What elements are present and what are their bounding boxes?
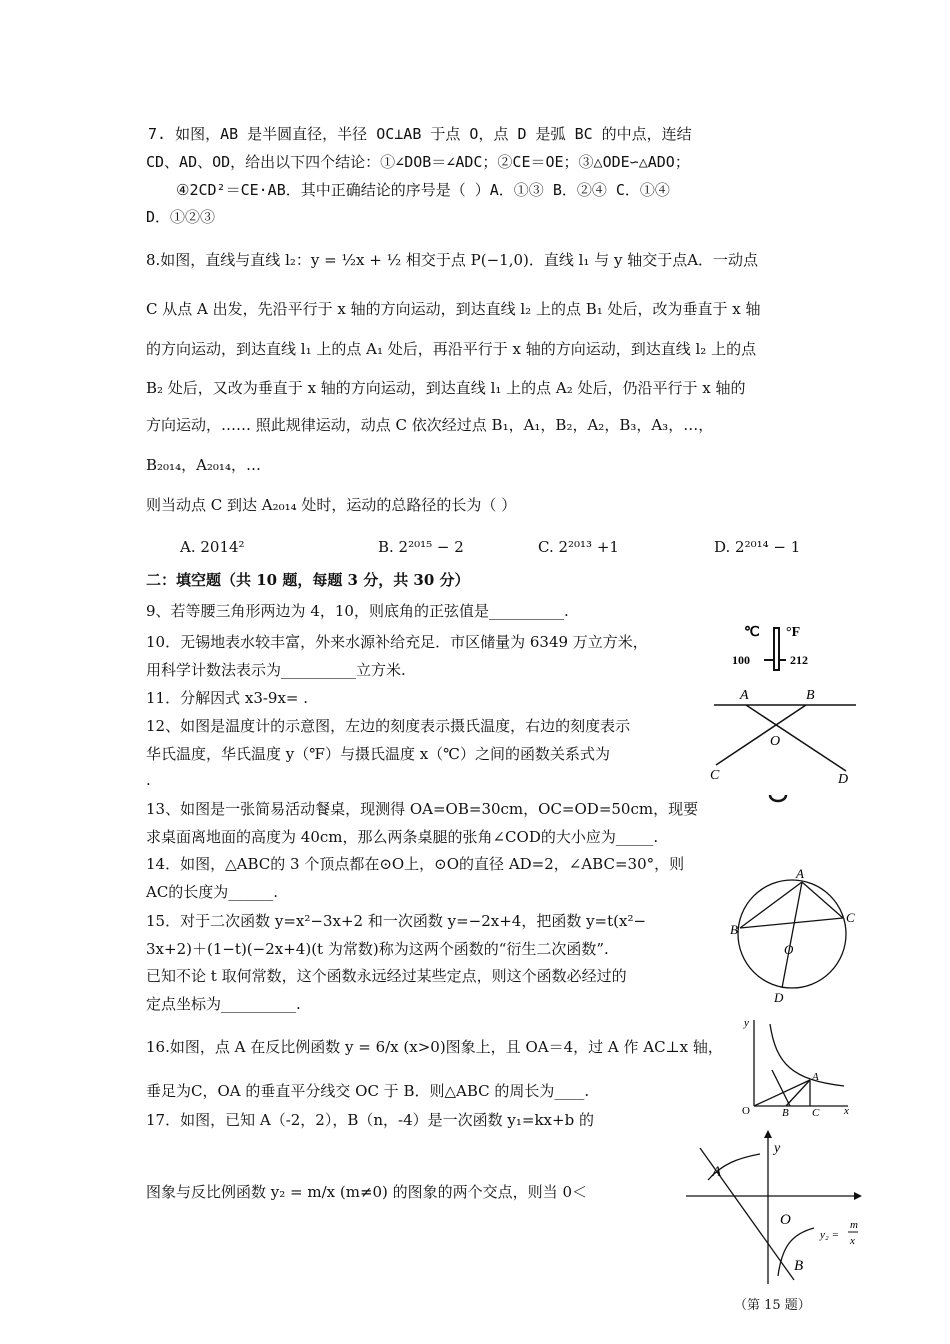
q15-line4: 定点坐标为__________.: [146, 995, 301, 1013]
q7-line2: CD、AD、OD，给出以下四个结论：①∠DOB＝∠ADC；②CE＝OE；③△ODE∽△ADO；: [146, 153, 690, 171]
celsius-label: ℃: [744, 625, 760, 640]
fahrenheit-value: 212: [790, 653, 808, 667]
table-label-a: A: [740, 688, 749, 703]
figure-caption: （第 15 题）: [734, 1298, 811, 1313]
q8-option-c: C. 2²⁰¹³ +1: [538, 538, 619, 556]
q17-label-m: m: [850, 1219, 858, 1231]
q17-label-y: y: [774, 1141, 781, 1156]
table-figure: [706, 683, 866, 813]
q17-line2: 图象与反比例函数 y₂ = m/x (m≠0) 的图象的两个交点，则当 0＜: [146, 1183, 587, 1201]
q13-line1: 13、如图是一张简易活动餐桌，现测得 OA=OB=30cm，OC=OD=50cm，现要: [146, 800, 699, 818]
hyper-label-c: C: [812, 1107, 820, 1118]
circle-label-o: O: [784, 942, 794, 957]
q8-line1: 8.如图，直线与直线 l₂：y = ½x + ½ 相交于点 P(−1,0)．直线 l₁ 与 y 轴交于点A．一动点: [146, 251, 759, 269]
q17-line1: 17．如图，已知 A（-2，2），B（n，-4）是一次函数 y₁=kx+b 的: [146, 1111, 594, 1129]
hyper-label-a: A: [812, 1071, 819, 1083]
q8-line4: B₂ 处后，又改为垂直于 x 轴的方向运动，到达直线 l₁ 上的点 A₂ 处后，仍沿平行于 x 轴的: [146, 379, 746, 397]
q7-line1: 7. 如图，AB 是半圆直径，半径 OC⊥AB 于点 O，点 D 是弧 BC 的中点，连结: [148, 125, 692, 143]
q17-label-o: O: [780, 1212, 791, 1228]
table-label-c: C: [710, 768, 720, 783]
q12-line3: .: [146, 771, 151, 789]
hyper-label-o: O: [742, 1105, 750, 1117]
q15-line1: 15．对于二次函数 y=x²−3x+2 和一次函数 y=−2x+4，把函数 y=t(x²−: [146, 912, 647, 930]
q7-line3: ④2CD²＝CE·AB．其中正确结论的序号是（ ）A．①③ B．②④ C．①④: [176, 181, 670, 199]
q16-line2: 垂足为C，OA 的垂直平分线交 OC 于 B．则△ABC 的周长为____.: [146, 1082, 590, 1100]
q10-line1: 10．无锡地表水较丰富，外来水源补给充足．市区储量为 6349 万立方米，: [146, 633, 648, 651]
q7-line4: D．①②③: [146, 208, 216, 226]
table-label-o: O: [770, 734, 781, 749]
q15-line2: 3x+2)＋(1−t)(−2x+4)(t 为常数)称为这两个函数的“衍生二次函数”.: [146, 940, 609, 958]
q13-line2: 求桌面离地面的高度为 40cm，那么两条桌腿的张角∠COD的大小应为_____.: [146, 828, 659, 846]
table-label-b: B: [806, 688, 815, 703]
q8-line5: 方向运动，…… 照此规律运动，动点 C 依次经过点 B₁，A₁，B₂，A₂，B₃，A₃，…，: [146, 416, 714, 434]
circle-label-c: C: [846, 910, 855, 925]
q8-line2: C 从点 A 出发，先沿平行于 x 轴的方向运动，到达直线 l₂ 上的点 B₁ 处后，改为垂直于 x 轴: [146, 300, 761, 318]
circle-label-d: D: [774, 990, 784, 1005]
hyper-label-b: B: [782, 1107, 789, 1118]
q10-line2: 用科学计数法表示为__________立方米.: [146, 661, 406, 679]
hyper-label-x: x: [844, 1105, 849, 1117]
q14-line1: 14．如图，△ABC的 3 个顶点都在⊙O上，⊙O的直径 AD=2，∠ABC=30°，则: [146, 855, 685, 873]
q17-label-y2: y₂ =: [820, 1229, 839, 1241]
table-label-d: D: [838, 772, 849, 787]
q8-line3: 的方向运动，到达直线 l₁ 上的点 A₁ 处后，再沿平行于 x 轴的方向运动，到达直线 l₂ 上的点: [146, 340, 757, 358]
thermometer-figure: [730, 622, 830, 672]
q12-line1: 12、如图是温度计的示意图，左边的刻度表示摄氏温度，右边的刻度表示: [146, 717, 631, 735]
q17-figure: [682, 1128, 862, 1288]
q17-label-x: x: [850, 1235, 855, 1247]
circle-label-a: A: [796, 868, 804, 881]
q8-option-a: A. 2014²: [180, 538, 245, 556]
q16-line1: 16.如图，点 A 在反比例函数 y = 6/x (x>0)图象上，且 OA＝4，过 A 作 AC⊥x 轴，: [146, 1038, 723, 1056]
q14-line2: AC的长度为______.: [146, 883, 279, 901]
section-title: 二：填空题（共 10 题，每题 3 分，共 30 分）: [146, 571, 470, 589]
q8-option-d: D. 2²⁰¹⁴ − 1: [714, 538, 801, 556]
q17-label-a: A: [712, 1164, 722, 1180]
q15-line3: 已知不论 t 取何常数，这个函数永远经过某些定点，则这个函数必经过的: [146, 967, 627, 985]
celsius-value: 100: [732, 653, 750, 667]
q8-option-b: B. 2²⁰¹⁵ − 2: [378, 538, 464, 556]
q17-label-b: B: [794, 1258, 804, 1274]
q8-line6: B₂₀₁₄，A₂₀₁₄，…: [146, 456, 261, 474]
q11: 11．分解因式 x3-9x= .: [146, 689, 309, 707]
hyperbola-figure: [732, 1014, 856, 1118]
circle-label-b: B: [730, 922, 738, 937]
fahrenheit-label: °F: [786, 625, 801, 640]
q9: 9、若等腰三角形两边为 4，10，则底角的正弦值是__________.: [146, 602, 569, 620]
hyper-label-y: y: [744, 1017, 749, 1029]
q12-line2: 华氏温度，华氏温度 y（℉）与摄氏温度 x（℃）之间的函数关系式为: [146, 745, 610, 763]
circle-figure: [728, 868, 858, 1006]
q8-line7: 则当动点 C 到达 A₂₀₁₄ 处时，运动的总路径的长为（ ）: [146, 496, 517, 514]
